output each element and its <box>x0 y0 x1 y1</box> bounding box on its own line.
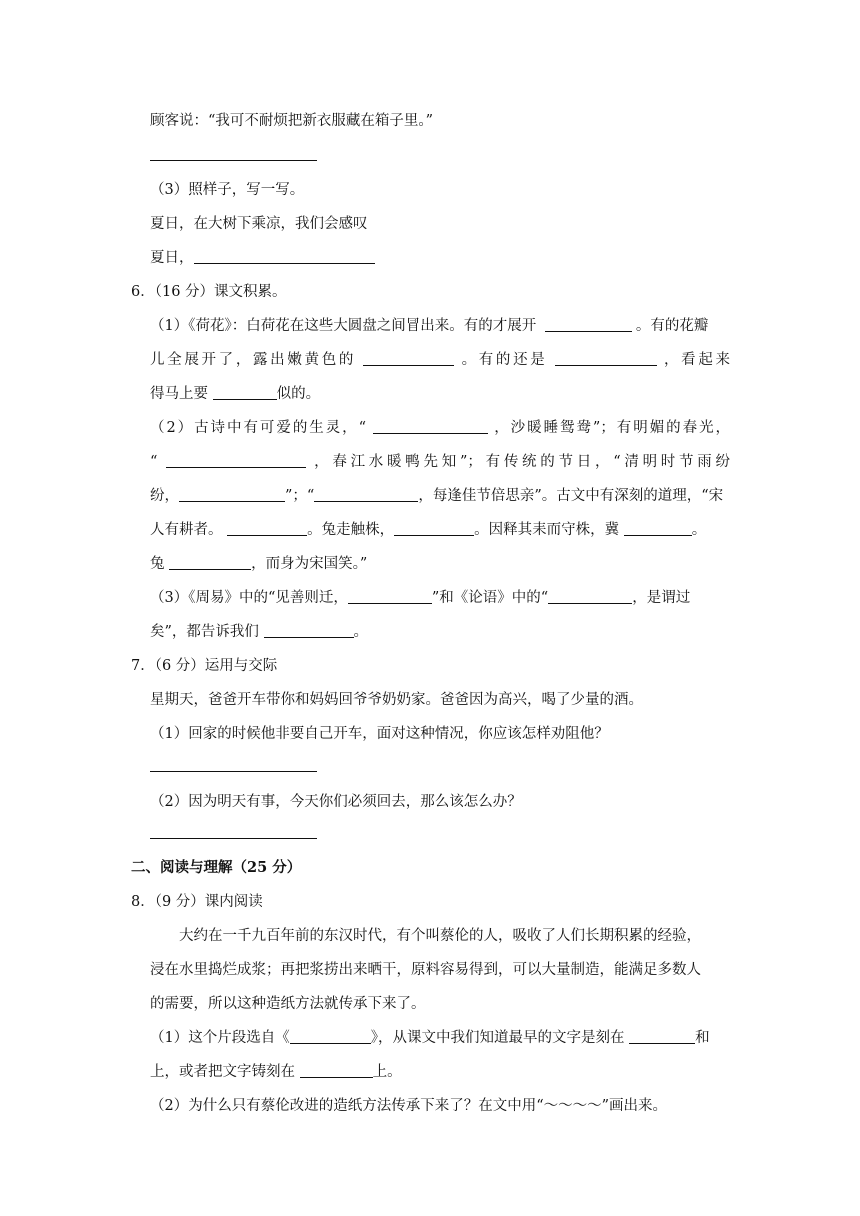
text-line: （1）《荷花》：白荷花在这些大圆盘之间冒出来。有的才展开 。有的花瓣 <box>150 318 709 334</box>
answer-line[interactable] <box>150 160 317 161</box>
answer-blank[interactable] <box>169 555 251 570</box>
text-line: 上，或者把文字铸刻在 上。 <box>150 1064 402 1080</box>
text-line: 星期天，爸爸开车带你和妈妈回爷爷奶奶家。爸爸因为高兴，喝了少量的酒。 <box>150 692 643 708</box>
text-line <box>150 214 730 234</box>
answer-blank[interactable] <box>394 521 474 536</box>
text-line: 兔 ，而身为宋国笑。” <box>150 556 368 572</box>
answer-blank[interactable] <box>213 385 277 400</box>
text-line: 矣”，都告诉我们 。 <box>150 624 369 640</box>
answer-blank[interactable] <box>194 249 375 264</box>
answer-blank[interactable] <box>227 521 307 536</box>
text-line: 儿全展开了，露出嫩黄色的 。有的还是 ，看起来 <box>150 352 731 368</box>
text-line: （2）古诗中有可爱的生灵，“ ，沙暖睡鸳鸯”；有明媚的春光， <box>150 420 731 436</box>
text-line: （1）这个片段选自《 》，从课文中我们知道最早的文字是刻在 和 <box>150 1030 710 1046</box>
answer-blank[interactable] <box>555 351 657 366</box>
line-text: 夏日，在大树下乘凉，我们会感叹 <box>150 216 368 232</box>
answer-line[interactable] <box>150 838 317 839</box>
answer-blank[interactable] <box>290 1029 371 1044</box>
answer-blank[interactable] <box>373 419 488 434</box>
text-line: “ ，春江水暖鸭先知”；有传统的节日，“清明时节雨纷 <box>150 454 731 470</box>
line-text: 顾客说：“我可不耐烦把新衣服藏在箱子里。” <box>150 113 434 129</box>
answer-blank[interactable] <box>545 317 632 332</box>
answer-blank[interactable] <box>624 521 692 536</box>
text-line <box>150 180 730 200</box>
answer-blank[interactable] <box>314 487 418 502</box>
text-line: （2）因为明天有事，今天你们必须回去，那么该怎么办？ <box>150 794 522 810</box>
passage-line: 大约在一千九百年前的东汉时代，有个叫蔡伦的人，吸收了人们长期积累的经验， <box>179 928 701 944</box>
answer-line[interactable] <box>150 771 317 772</box>
text-line: 人有耕者。 。兔走触株， 。因释其耒而守株，冀 。 <box>150 522 707 538</box>
line-text: 夏日， <box>150 250 194 266</box>
answer-blank[interactable] <box>300 1063 373 1078</box>
answer-blank[interactable] <box>179 487 285 502</box>
answer-blank[interactable] <box>264 623 354 638</box>
answer-blank[interactable] <box>629 1029 695 1044</box>
text-line: （1）回家的时候他非要自己开车，面对这种情况，你应该怎样劝阻他？ <box>150 726 609 742</box>
question-8-title: 8．（9 分）课内阅读 <box>131 894 263 910</box>
passage-line: 浸在水里捣烂成浆；再把浆捞出来晒干，原料容易得到，可以大量制造，能满足多数人 <box>150 962 701 978</box>
answer-blank[interactable] <box>166 453 306 468</box>
passage-line: 的需要，所以这种造纸方法就传承下来了。 <box>150 996 426 1012</box>
text-line: 纷， ”；“ ，每逢佳节倍思亲”。古文中有深刻的道理，“宋 <box>150 488 724 504</box>
answer-blank[interactable] <box>348 589 432 604</box>
question-6-title: 6．（16 分）课文积累。 <box>131 284 287 300</box>
question-7-title: 7．（6 分）运用与交际 <box>131 658 278 674</box>
text-line <box>150 248 730 268</box>
text-line: （2）为什么只有蔡伦改进的造纸方法传承下来了？在文中用“～～～～”画出来。 <box>150 1098 668 1114</box>
answer-blank[interactable] <box>363 351 454 366</box>
text-line: （3）《周易》中的“见善则迁， ”和《论语》中的“ ，是谓过 <box>150 590 691 606</box>
section-heading: 二、阅读与理解（25 分） <box>131 859 302 876</box>
text-line: 得马上要 似的。 <box>150 386 321 402</box>
answer-blank[interactable] <box>548 589 632 604</box>
line-text: （3）照样子，写一写。 <box>150 182 305 198</box>
text-line <box>150 111 730 131</box>
